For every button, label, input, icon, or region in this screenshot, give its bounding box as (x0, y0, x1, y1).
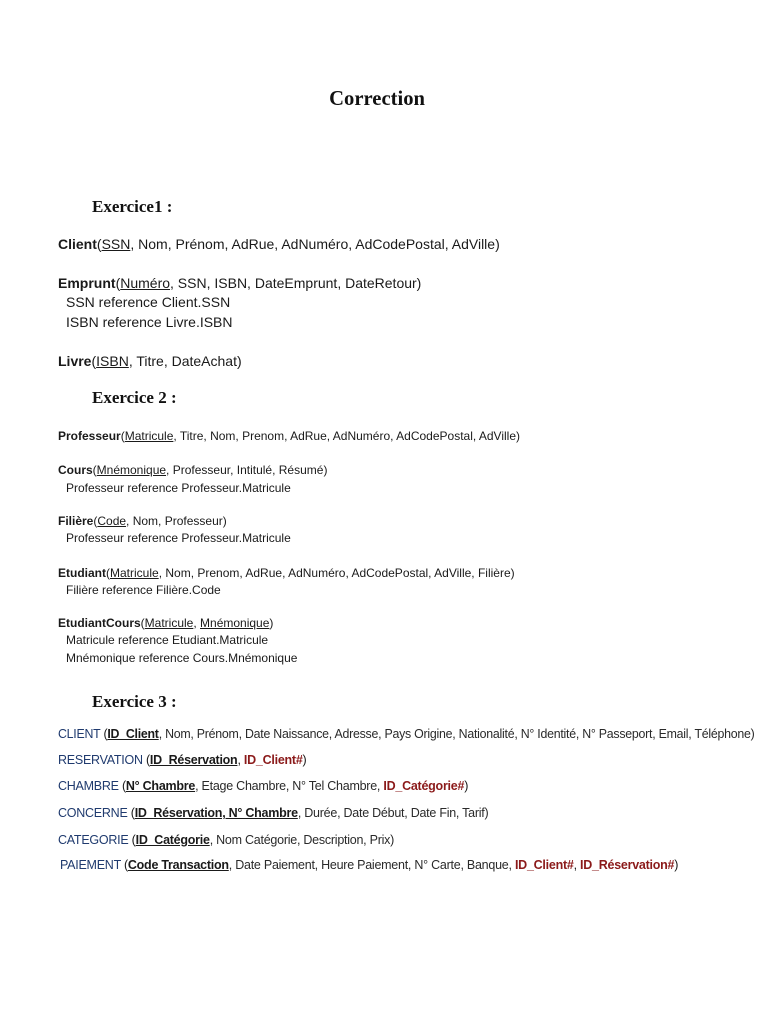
paren: ( (142, 753, 150, 767)
attributes: , Nom, Professeur) (126, 514, 227, 528)
reference-isbn: ISBN reference Livre.ISBN (66, 314, 233, 330)
primary-key: SSN (101, 236, 131, 252)
primary-key: Matricule (110, 566, 159, 580)
relation-name: Livre (58, 353, 92, 369)
reference-etudiant-filiere: Filière reference Filière.Code (66, 583, 221, 597)
relation-name: Client (58, 236, 97, 252)
paren: ( (118, 779, 126, 793)
paren: ) (674, 858, 679, 872)
relation-etudiantcours (58, 616, 273, 630)
primary-key: ID_Réservation (149, 753, 238, 767)
exercise-3-heading: Exercice 3 : (92, 692, 177, 711)
attributes: , Etage Chambre, N° Tel Chambre, (195, 779, 384, 793)
attributes: , Nom Catégorie, Description, Prix) (209, 833, 395, 847)
paren: ) (464, 779, 469, 793)
attributes: , Durée, Date Début, Date Fin, Tarif) (297, 806, 489, 820)
relation-name: PAIEMENT (60, 858, 121, 872)
paren: ( (91, 353, 97, 369)
paren: ( (128, 833, 136, 847)
foreign-key: ID_Réservation# (580, 858, 675, 872)
exercise-2-heading: Exercice 2 : (92, 388, 177, 407)
reference-etudiantcours-mnemonique: Mnémonique reference Cours.Mnémonique (66, 651, 298, 665)
primary-key: ID_Réservation, N° Chambre (134, 806, 298, 820)
attributes: , Nom, Prénom, AdRue, AdNuméro, AdCodePostal, AdVille) (130, 236, 500, 252)
relation-livre (58, 353, 242, 369)
primary-key: ID_Catégorie (135, 833, 210, 847)
relation-professeur (58, 429, 520, 443)
primary-key: ISBN (96, 353, 129, 369)
relation-reservation (58, 753, 306, 767)
relation-concerne (58, 806, 488, 820)
primary-key: ID_Client (107, 727, 159, 741)
primary-key: Mnémonique (200, 616, 270, 630)
relation-name: Etudiant (58, 566, 106, 580)
relation-client (58, 236, 500, 252)
attributes: , Titre, Nom, Prenom, AdRue, AdNuméro, AdCodePostal, AdVille) (173, 429, 521, 443)
paren: ( (93, 514, 98, 528)
relation-name: CATEGORIE (58, 833, 129, 847)
relation-cours (58, 463, 327, 477)
attributes: , Titre, DateAchat) (128, 353, 242, 369)
paren: ) (269, 616, 274, 630)
separator: , (573, 858, 581, 872)
attributes: , SSN, ISBN, DateEmprunt, DateRetour) (170, 275, 422, 291)
relation-chambre (58, 779, 468, 793)
primary-key: N° Chambre (125, 779, 196, 793)
attributes: , Nom, Prenom, AdRue, AdNuméro, AdCodePostal, AdVille, Filière) (158, 566, 515, 580)
relation-categorie (58, 833, 394, 847)
attributes: , Date Paiement, Heure Paiement, N° Carte, Banque, (228, 858, 515, 872)
paren: ( (120, 858, 128, 872)
paren: ( (127, 806, 135, 820)
primary-key: Matricule (144, 616, 194, 630)
foreign-key: ID_Client# (243, 753, 303, 767)
relation-paiement (60, 858, 678, 872)
foreign-key: ID_Client# (514, 858, 574, 872)
reference-ssn: SSN reference Client.SSN (66, 294, 231, 310)
relation-name: Emprunt (58, 275, 116, 291)
relation-name: EtudiantCours (58, 616, 141, 630)
relation-etudiant (58, 566, 515, 580)
relation-name: Filière (58, 514, 94, 528)
paren: ( (120, 429, 125, 443)
primary-key: Code Transaction (127, 858, 229, 872)
reference-filiere-professeur: Professeur reference Professeur.Matricule (66, 531, 291, 545)
paren: ( (96, 236, 102, 252)
separator: , (237, 753, 244, 767)
page-title: Correction (329, 86, 425, 110)
relation-name: Professeur (58, 429, 121, 443)
paren: ( (106, 566, 110, 580)
relation-client-hotel (58, 727, 755, 741)
relation-name: Cours (58, 463, 93, 477)
primary-key: Code (97, 514, 127, 528)
primary-key: Mnémonique (96, 463, 167, 477)
primary-key: Matricule (124, 429, 174, 443)
exercise-1-heading: Exercice1 : (92, 197, 173, 216)
paren: ( (115, 275, 121, 291)
relation-name: CHAMBRE (58, 779, 119, 793)
paren: ( (100, 727, 108, 741)
paren: ) (302, 753, 307, 767)
relation-name: CLIENT (58, 727, 101, 741)
foreign-key: ID_Catégorie# (383, 779, 465, 793)
attributes: , Professeur, Intitulé, Résumé) (166, 463, 328, 477)
attributes: , Nom, Prénom, Date Naissance, Adresse, Pays Origine, Nationalité, N° Identité, N° Passeport, Email, Téléphone) (158, 727, 755, 741)
reference-cours-professeur: Professeur reference Professeur.Matricule (66, 481, 291, 495)
relation-name: CONCERNE (58, 806, 128, 820)
relation-name: RESERVATION (58, 753, 143, 767)
reference-etudiantcours-matricule: Matricule reference Etudiant.Matricule (66, 633, 269, 647)
relation-filiere (58, 514, 227, 528)
paren: ( (92, 463, 97, 477)
separator: , (193, 616, 201, 630)
paren: ( (140, 616, 145, 630)
primary-key: Numéro (120, 275, 171, 291)
relation-emprunt (58, 275, 421, 291)
